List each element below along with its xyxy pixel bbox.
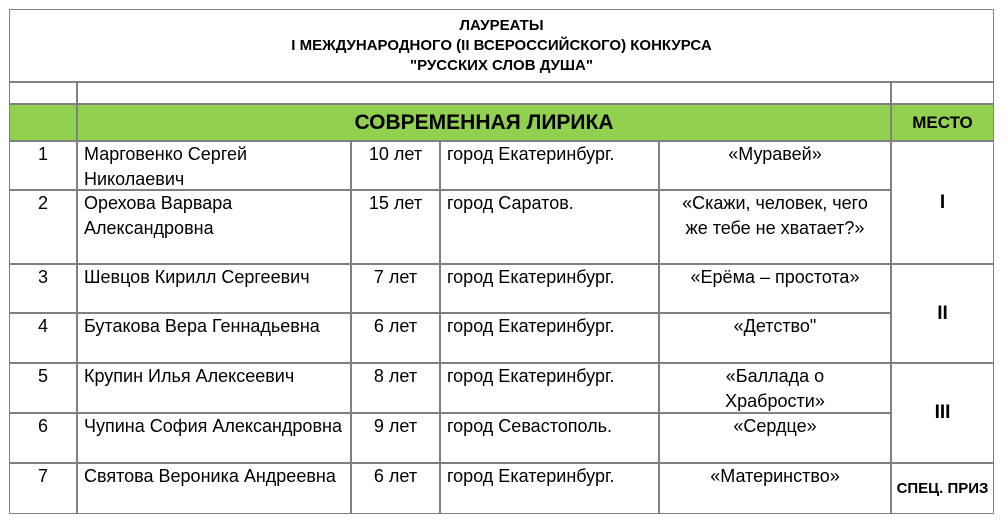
place-second: II	[891, 264, 994, 363]
participant-name: Марговенко Сергей Николаевич	[77, 141, 351, 190]
participant-name: Шевцов Кирилл Сергеевич	[77, 264, 351, 313]
participant-city: город Екатеринбург.	[440, 264, 659, 313]
title-line-3: "РУССКИХ СЛОВ ДУША"	[410, 56, 593, 74]
place-first: I	[891, 141, 994, 264]
participant-name: Крупин Илья Алексеевич	[77, 363, 351, 413]
work-title: «Детство"	[659, 313, 891, 363]
laureates-table	[9, 9, 994, 514]
title-line-2: I МЕЖДУНАРОДНОГО (II ВСЕРОССИЙСКОГО) КОНКУРСА	[291, 36, 712, 54]
place-special-prize: СПЕЦ. ПРИЗ	[891, 463, 994, 514]
spacer-cell	[9, 82, 77, 104]
participant-city: город Екатеринбург.	[440, 363, 659, 413]
spacer-cell	[77, 82, 891, 104]
row-number: 3	[9, 264, 77, 313]
participant-name: Святова Вероника Андреевна	[77, 463, 351, 514]
work-title: «Муравей»	[659, 141, 891, 190]
participant-name: Бутакова Вера Геннадьевна	[77, 313, 351, 363]
participant-city: город Екатеринбург.	[440, 313, 659, 363]
participant-city: город Екатеринбург.	[440, 463, 659, 514]
participant-age: 6 лет	[351, 463, 440, 514]
place-third: III	[891, 363, 994, 463]
participant-age: 6 лет	[351, 313, 440, 363]
participant-age: 10 лет	[351, 141, 440, 190]
work-title: «Скажи, человек, чего же тебе не хватает?»	[659, 190, 891, 264]
participant-name: Орехова Варвара Александровна	[77, 190, 351, 264]
place-column-header: МЕСТО	[891, 104, 994, 141]
participant-age: 15 лет	[351, 190, 440, 264]
row-number: 7	[9, 463, 77, 514]
work-title: «Материнство»	[659, 463, 891, 514]
participant-city: город Севастополь.	[440, 413, 659, 463]
row-number: 4	[9, 313, 77, 363]
section-title: СОВРЕМЕННАЯ ЛИРИКА	[77, 104, 891, 141]
work-title: «Ерёма – простота»	[659, 264, 891, 313]
participant-name: Чупина София Александровна	[77, 413, 351, 463]
participant-age: 9 лет	[351, 413, 440, 463]
row-number: 6	[9, 413, 77, 463]
row-number: 1	[9, 141, 77, 190]
work-title: «Сердце»	[659, 413, 891, 463]
title-line-1: ЛАУРЕАТЫ	[459, 16, 544, 34]
row-number: 2	[9, 190, 77, 264]
participant-age: 7 лет	[351, 264, 440, 313]
participant-city: город Саратов.	[440, 190, 659, 264]
spacer-cell	[891, 82, 994, 104]
row-number: 5	[9, 363, 77, 413]
section-header-num-cell	[9, 104, 77, 141]
participant-city: город Екатеринбург.	[440, 141, 659, 190]
work-title: «Баллада о Храбрости»	[659, 363, 891, 413]
participant-age: 8 лет	[351, 363, 440, 413]
table-title	[9, 9, 994, 82]
